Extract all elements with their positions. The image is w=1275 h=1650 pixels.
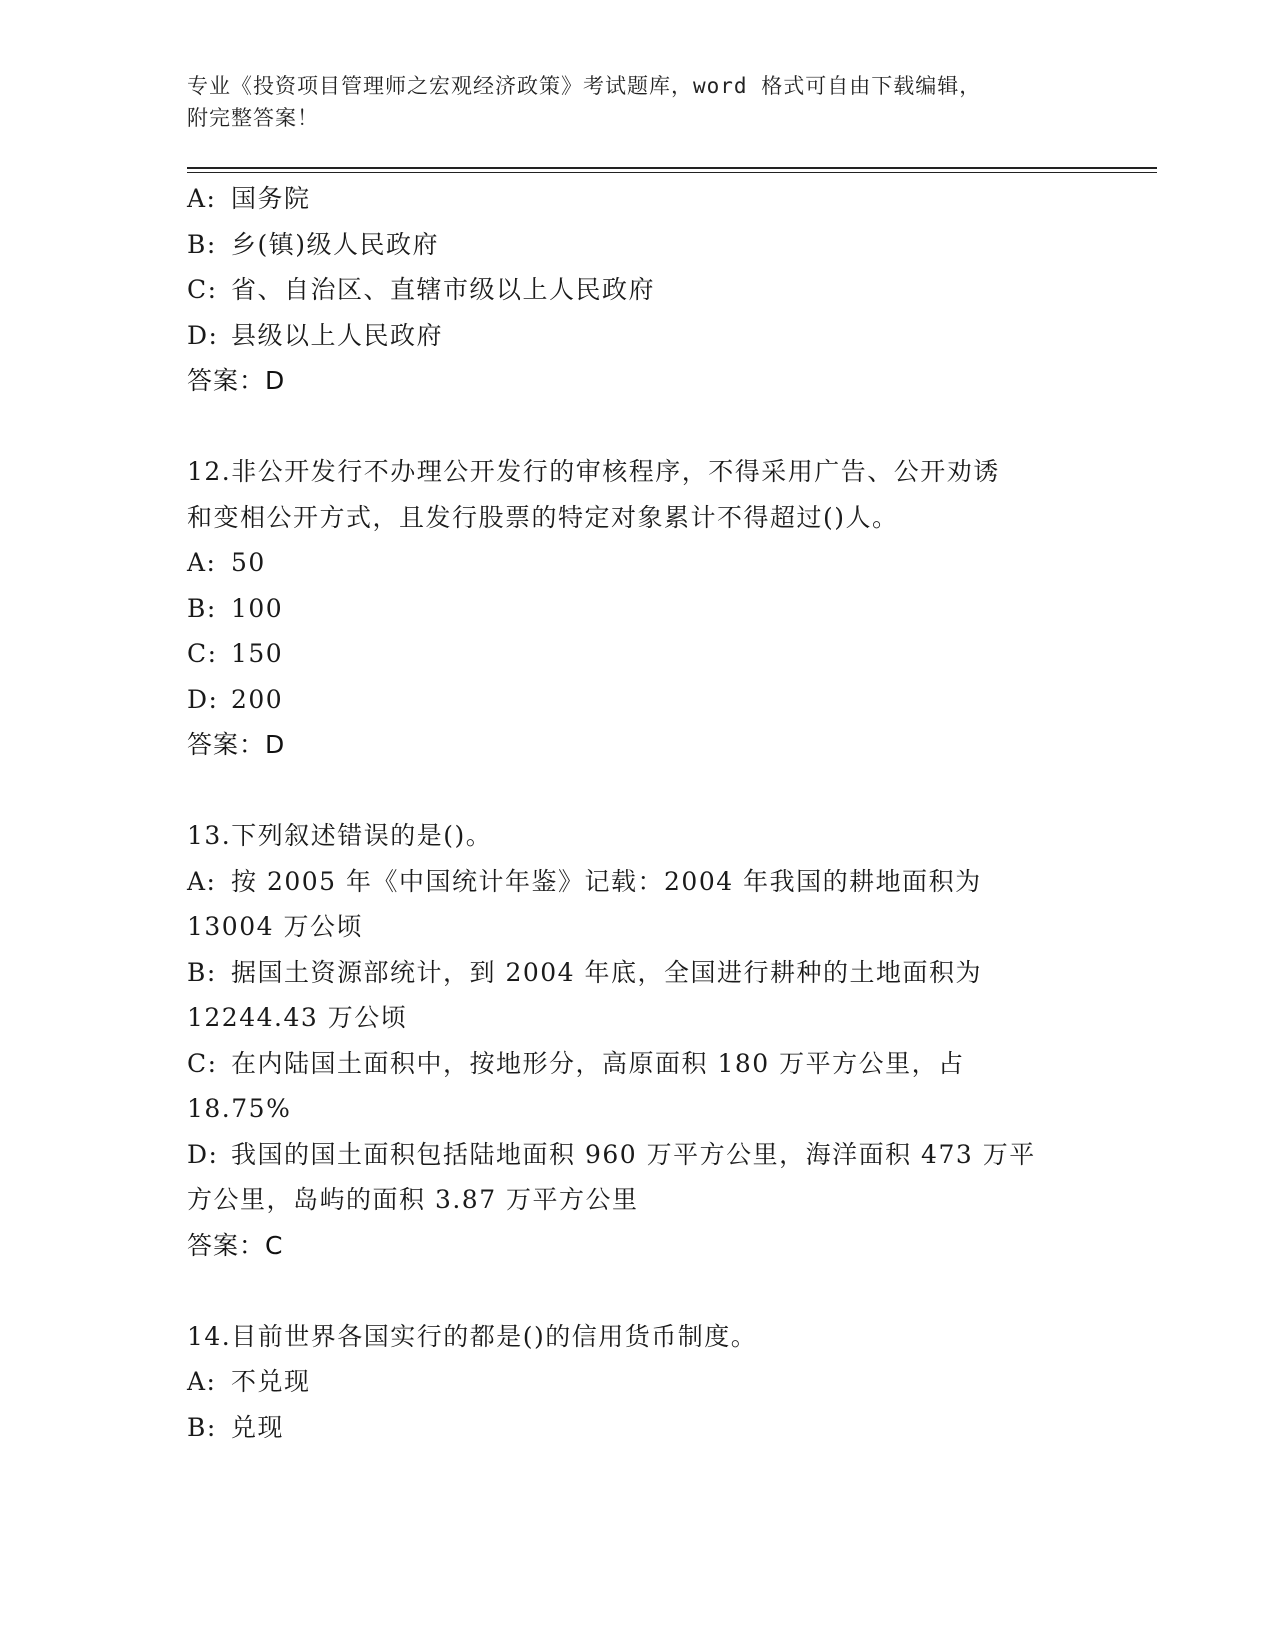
option-text: 省、自治区、直辖市级以上人民政府: [231, 275, 656, 304]
question-14: [187, 1314, 1157, 1451]
option-label: A:: [187, 184, 217, 213]
question-12: [187, 449, 1157, 768]
spacer: [187, 768, 1157, 814]
option-text: 乡(镇)级人民政府: [231, 229, 440, 259]
header-line-1: 专业《投资项目管理师之宏观经济政策》考试题库，word 格式可自由下载编辑，: [187, 74, 982, 98]
answer: 答案：D: [187, 366, 286, 395]
option-label: D:: [187, 320, 219, 350]
option-b: [187, 1405, 1157, 1451]
option-text: 不兑现: [231, 1367, 311, 1396]
option-text: 在内陆国土面积中，按地形分，高原面积 180 万平方公里，占: [231, 1048, 965, 1078]
option-label: B:: [187, 229, 217, 259]
option-label: C:: [187, 1048, 218, 1078]
option-label: A:: [187, 1367, 217, 1396]
option-c: [187, 631, 1157, 677]
header-divider: [187, 167, 1157, 173]
question-stem: 14.目前世界各国实行的都是()的信用货币制度。: [187, 1321, 758, 1351]
option-text: 据国土资源部统计，到 2004 年底，全国进行耕种的土地面积为: [231, 957, 983, 987]
option-text: 我国的国土面积包括陆地面积 960 万平方公里，海洋面积 473 万平: [231, 1139, 1036, 1169]
option-d: [187, 677, 1157, 723]
option-label: B:: [187, 593, 217, 623]
question-stem: 12.非公开发行不办理公开发行的审核程序，不得采用广告、公开劝诱: [187, 457, 1000, 486]
option-label: B:: [187, 957, 217, 987]
option-d-continued: 方公里，岛屿的面积 3.87 万平方公里: [187, 1185, 639, 1214]
answer: 答案：D: [187, 730, 286, 759]
option-a-continued: 13004 万公顷: [187, 912, 363, 941]
option-c: [187, 267, 1157, 313]
option-text: 50: [231, 548, 266, 577]
spacer: [187, 404, 1157, 450]
option-label: D:: [187, 684, 219, 714]
header-line-2: 附完整答案！: [187, 106, 319, 130]
option-label: C:: [187, 639, 218, 668]
option-label: B:: [187, 1412, 217, 1442]
option-text: 150: [231, 639, 284, 668]
option-a: [187, 859, 1157, 905]
option-c-continued: 18.75%: [187, 1094, 292, 1123]
option-a: [187, 176, 1157, 222]
option-d: [187, 1132, 1157, 1178]
option-a: [187, 540, 1157, 586]
option-text: 200: [231, 684, 284, 714]
question-list: [187, 176, 1157, 1450]
header-divider-inner: [187, 172, 1157, 173]
option-label: A:: [187, 548, 217, 577]
question-13: [187, 813, 1157, 1268]
question-stem: 13.下列叙述错误的是()。: [187, 821, 493, 850]
option-a: [187, 1359, 1157, 1405]
option-b-continued: 12244.43 万公顷: [187, 1003, 408, 1032]
option-text: 100: [231, 593, 284, 623]
document-page: [187, 70, 1157, 1450]
answer: 答案：C: [187, 1230, 284, 1260]
question-stem-continued: 和变相公开方式，且发行股票的特定对象累计不得超过()人。: [187, 502, 899, 532]
option-label: C:: [187, 275, 218, 304]
option-text: 县级以上人民政府: [231, 320, 444, 350]
option-label: D:: [187, 1139, 219, 1169]
option-text: 按 2005 年《中国统计年鉴》记载：2004 年我国的耕地面积为: [231, 866, 982, 896]
option-label: A:: [187, 866, 217, 896]
question-11: [187, 176, 1157, 404]
option-d: [187, 313, 1157, 359]
option-b: [187, 222, 1157, 268]
document-header: [187, 70, 1087, 134]
option-c: [187, 1041, 1157, 1087]
spacer: [187, 1268, 1157, 1314]
option-text: 兑现: [231, 1412, 285, 1442]
option-b: [187, 586, 1157, 632]
option-text: 国务院: [231, 184, 311, 213]
option-b: [187, 950, 1157, 996]
